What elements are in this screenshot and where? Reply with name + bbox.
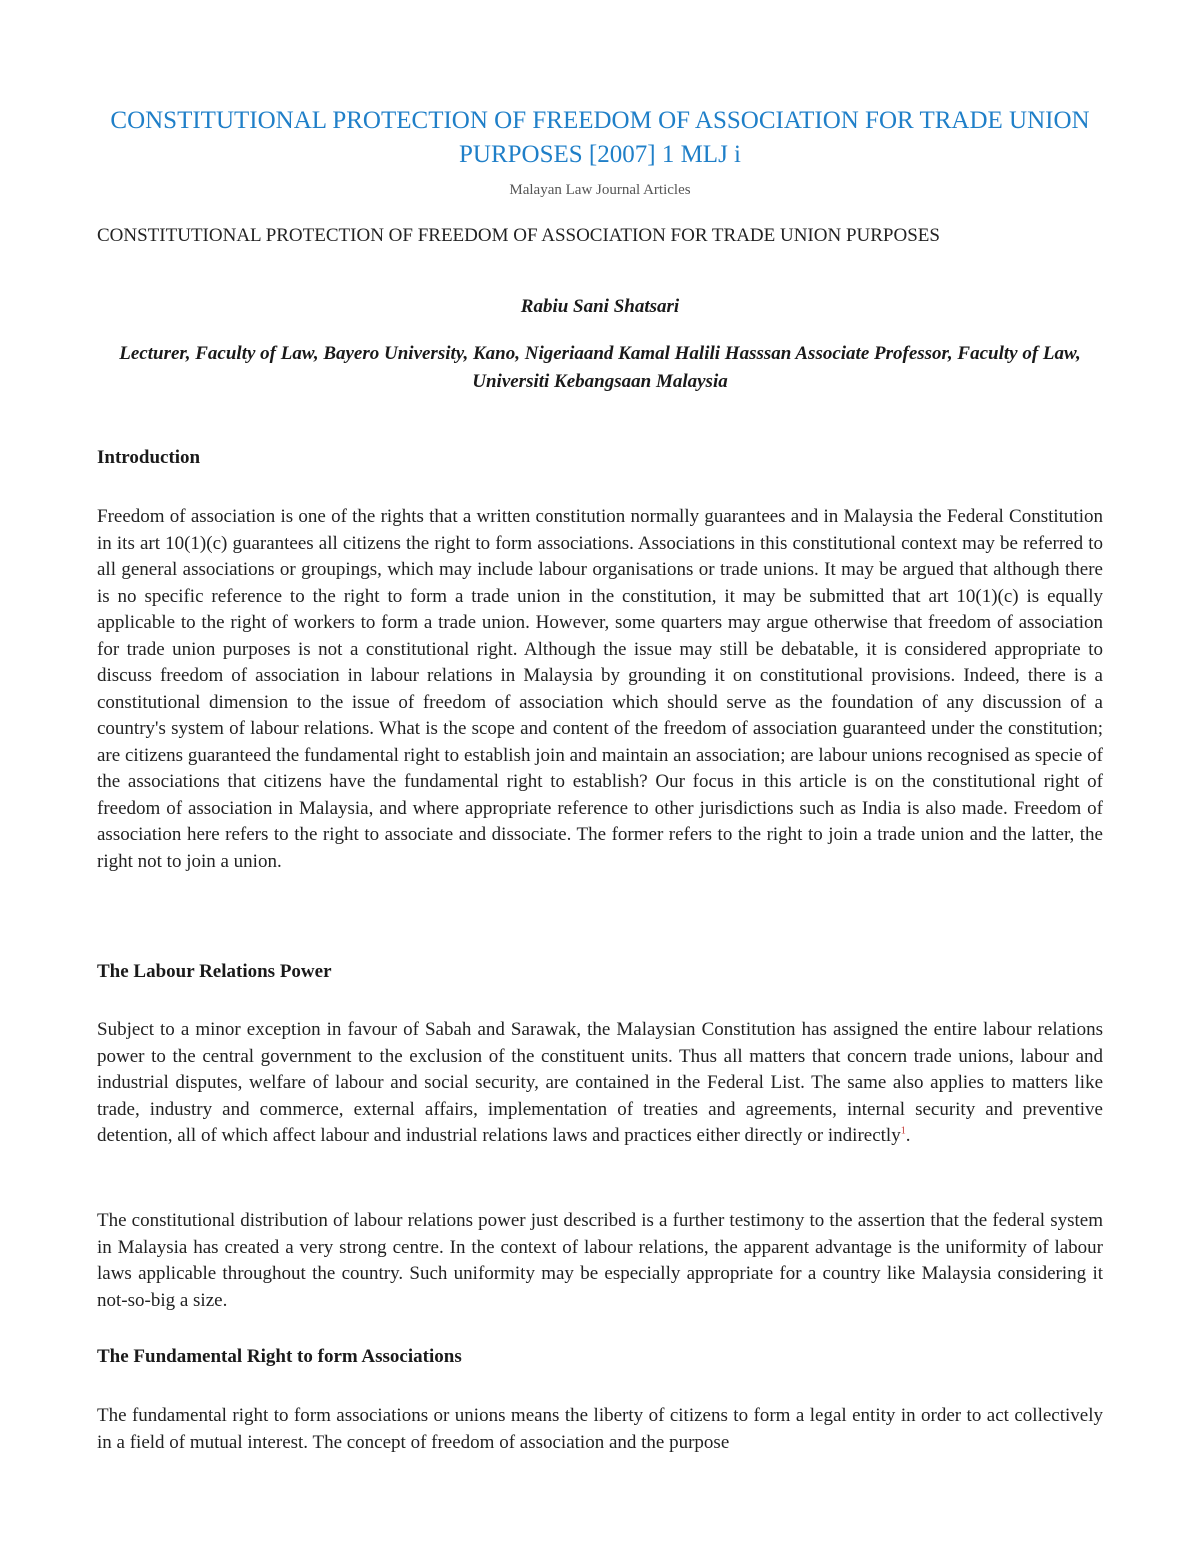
labour-relations-paragraph-1-text: Subject to a minor exception in favour of Sabah and Sarawak, the Malaysian Constitution has assigned the entire labour relations power to the central government to the exclusion of the constituent units. Thus all matters that concern trade unions, labour and industrial disputes, welfare of labour and social security, are contained in the Federal List. The same also applies to matters like trade, industry and commerce, external affairs, implementation of treaties and agreements, internal security and preventive detention, all of which affect labour and industrial relations laws and practices either directly or indirectly (97, 1019, 1103, 1146)
sub-title: CONSTITUTIONAL PROTECTION OF FREEDOM OF ASSOCIATION FOR TRADE UNION PURPOSES (97, 225, 940, 246)
introduction-paragraph: Freedom of association is one of the rights that a written constitution normally guarantees and in Malaysia the Federal Constitution in its art 10(1)(c) guarantees all citizens the right to form associations. Associations in this constitutional context may be referred to all general associations or groupings, which may include labour organisations or trade unions. It may be argued that although there is no specific reference to the right to form a trade union in the constitution, it may be submitted that art 10(1)(c) is equally applicable to the right of workers to form a trade union. However, some quarters may argue otherwise that freedom of association for trade union purposes is not a constitutional right. Although the issue may still be debatable, it is considered appropriate to discuss freedom of association in labour relations in Malaysia by grounding it on constitutional provisions. Indeed, there is a constitutional dimension to the issue of freedom of association which should serve as the foundation of any discussion of a country's system of labour relations. What is the scope and content of the freedom of association guaranteed under the constitution; are citizens guaranteed the fundamental right to establish join and maintain an association; are labour unions recognised as specie of the associations that citizens have the fundamental right to establish? Our focus in this article is on the constitutional right of freedom of association in Malaysia, and where appropriate reference to other jurisdictions such as India is also made. Freedom of association here refers to the right to associate and dissociate. The former refers to the right to join a trade union and the latter, the right not to join a union. (97, 506, 1103, 872)
labour-relations-paragraph-1-end: . (905, 1125, 911, 1146)
main-title: CONSTITUTIONAL PROTECTION OF FREEDOM OF ASSOCIATION FOR TRADE UNION PURPOSES [2007] 1 MLJ i (110, 107, 1090, 168)
labour-relations-paragraph-2: The constitutional distribution of labour relations power just described is a further testimony to the assertion that the federal system in Malaysia has created a very strong centre. In the context of labour relations, the apparent advantage is the uniformity of labour laws applicable throughout the country. Such uniformity may be especially appropriate for a country like Malaysia considering it not-so-big a size. (97, 1210, 1103, 1311)
author-affiliation: Lecturer, Faculty of Law, Bayero University, Kano, Nigeriaand Kamal Halili Hasssan Associate Professor, Faculty of Law, Universiti Kebangsaan Malaysia (119, 343, 1081, 392)
author-name: Rabiu Sani Shatsari (520, 296, 680, 317)
fundamental-right-paragraph: The fundamental right to form associations or unions means the liberty of citizens to form a legal entity in order to act collectively in a field of mutual interest. The concept of freedom of association and the purpose (97, 1405, 1103, 1453)
heading-fundamental-right: The Fundamental Right to form Associations (97, 1346, 462, 1367)
labour-relations-paragraph-1 (97, 1017, 1103, 1150)
heading-introduction: Introduction (97, 447, 201, 468)
source-label: Malayan Law Journal Articles (509, 182, 691, 198)
footnote-1-link[interactable]: 1 (900, 1125, 906, 1137)
heading-labour-relations-power: The Labour Relations Power (97, 961, 332, 982)
